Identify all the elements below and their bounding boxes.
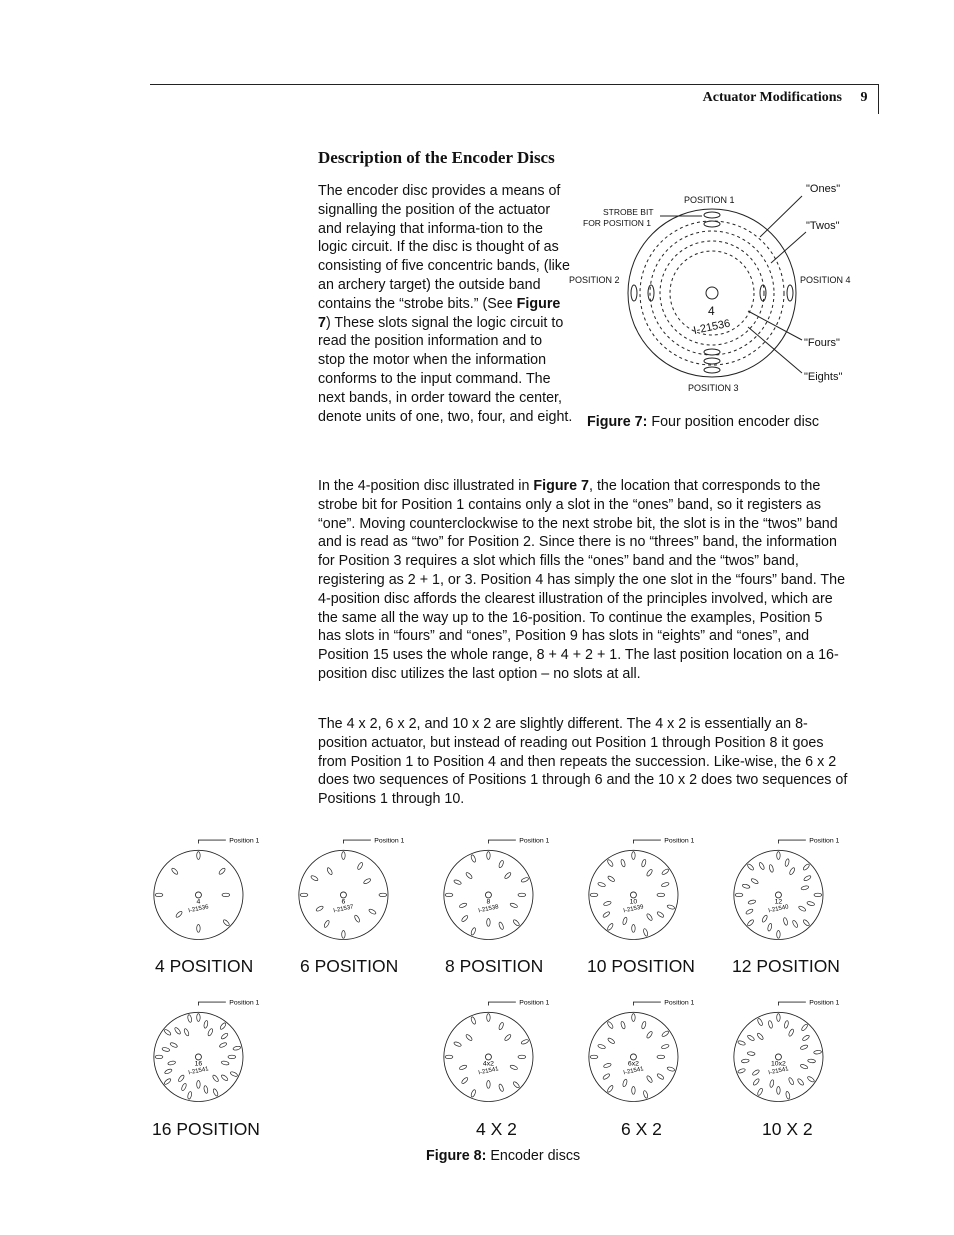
slot — [787, 285, 793, 301]
paragraph-2 — [318, 477, 848, 684]
slot — [197, 1014, 200, 1022]
slot — [777, 1014, 780, 1022]
disc-label: 4 POSITION — [155, 956, 254, 976]
position-1-label: Position 1 — [664, 837, 695, 845]
slot — [171, 867, 179, 875]
slot — [661, 1030, 669, 1037]
figure-7-caption-label: Figure 7: — [587, 414, 648, 430]
center-hole — [706, 287, 718, 299]
center-hole — [485, 1054, 491, 1060]
position-1-leader — [633, 840, 660, 843]
slot — [757, 1088, 764, 1096]
slot — [750, 878, 758, 885]
figure-7-caption — [587, 414, 819, 430]
slot — [487, 1014, 490, 1022]
slot — [777, 852, 780, 860]
slot — [521, 1039, 529, 1045]
center-hole — [195, 892, 201, 898]
slot — [661, 1044, 669, 1050]
slot — [470, 1089, 476, 1097]
position-1-label: Position 1 — [519, 837, 550, 845]
position-1-label: Position 1 — [664, 999, 695, 1007]
intro-text-2: ) These slots signal the logic circuit to read the position information and to stop the motor when the information conforms to the input command. The next bands, in order toward the center, denote units of one, two, four, and eight. — [318, 314, 573, 425]
slot — [735, 893, 743, 896]
slot — [641, 1021, 647, 1029]
slot — [498, 922, 504, 930]
encoder-disc-3 — [588, 826, 708, 951]
position-1-leader — [343, 840, 370, 843]
encoder-disc-2 — [443, 826, 563, 951]
slot — [667, 1066, 675, 1072]
slot — [221, 1060, 229, 1065]
label-strobe-1: STROBE BIT — [603, 207, 654, 217]
slot — [175, 910, 183, 918]
slot — [212, 1074, 219, 1082]
slot — [769, 864, 774, 872]
slot — [163, 1029, 171, 1036]
slot — [228, 1055, 236, 1058]
slot — [597, 1044, 605, 1050]
slot — [498, 1084, 504, 1092]
disc-label: 10 POSITION — [587, 956, 695, 976]
header-title: Actuator Modifications — [702, 90, 842, 105]
center-hole — [630, 1054, 636, 1060]
slot — [602, 911, 610, 918]
slot — [459, 1064, 467, 1070]
slot — [784, 858, 789, 866]
slot — [342, 852, 345, 860]
slot — [807, 1076, 815, 1083]
position-1-label: Position 1 — [229, 999, 260, 1007]
slot — [174, 1027, 181, 1035]
slot — [737, 1068, 745, 1074]
slot — [788, 1028, 795, 1036]
disc-outline — [299, 850, 388, 939]
disc-number: 4 — [196, 898, 201, 906]
slot — [203, 1085, 208, 1093]
slot — [465, 872, 473, 880]
slot — [752, 1069, 760, 1076]
slot — [342, 931, 345, 939]
disc-number: 10 — [629, 898, 638, 906]
slot — [802, 863, 810, 871]
position-1-leader — [488, 840, 515, 843]
slot — [620, 859, 626, 867]
slot — [498, 1022, 504, 1030]
slot — [756, 1032, 764, 1040]
slot — [590, 1055, 598, 1058]
label-ones: "Ones" — [806, 183, 841, 195]
slot — [657, 1055, 665, 1058]
slot — [465, 1034, 473, 1042]
slot — [487, 1081, 490, 1089]
slot — [777, 1087, 780, 1095]
slot — [207, 1028, 213, 1036]
center-hole — [630, 892, 636, 898]
disc-label: 6 POSITION — [300, 956, 399, 976]
encoder-disc-5 — [153, 988, 273, 1113]
slot — [643, 928, 649, 936]
slot — [603, 1063, 611, 1069]
slot — [155, 893, 163, 896]
slot — [310, 875, 318, 882]
slot — [646, 913, 653, 921]
slot — [622, 1079, 628, 1087]
slot — [219, 1042, 227, 1048]
section-heading: Description of the Encoder Discs — [318, 148, 555, 167]
slot — [518, 893, 526, 896]
slot — [590, 893, 598, 896]
disc-number: 16 — [194, 1060, 203, 1068]
slot — [784, 1020, 789, 1028]
slot — [326, 867, 333, 875]
slot — [747, 919, 755, 927]
slot — [459, 902, 467, 908]
disc-label: 12 POSITION — [732, 956, 840, 976]
disc-number: 6x2 — [627, 1060, 639, 1068]
slot — [752, 1078, 760, 1086]
slot — [667, 904, 675, 910]
slot — [607, 875, 615, 882]
slot — [168, 1060, 176, 1065]
position-1-leader — [488, 1002, 515, 1005]
paragraph-3: The 4 x 2, 6 x 2, and 10 x 2 are slightly different. The 4 x 2 is essentially an 8-position actuator, but instead of reading out Position 1 through Position 8 it goes from Position 1 to Position 4 and then repeats the succession. Like-wise, the 6 x 2 does two sequences of Positions 1 through 6 and the 10 x 2 does two sequences of Positions 1 through 10. — [318, 716, 848, 808]
disc-number: 12 — [774, 898, 783, 906]
slot — [453, 1041, 461, 1047]
slot — [155, 1055, 163, 1058]
slot — [470, 1016, 476, 1024]
slot — [220, 1074, 228, 1081]
figure-7-caption-text: Four position encoder disc — [651, 414, 820, 430]
slot — [487, 919, 490, 927]
disc-number: 10x2 — [771, 1060, 786, 1068]
slot — [792, 920, 799, 928]
slot — [632, 1087, 635, 1095]
position-1-label: Position 1 — [519, 999, 550, 1007]
band-twos — [650, 231, 774, 355]
figure-8-caption — [426, 1148, 580, 1164]
slot — [315, 905, 323, 912]
slot — [656, 911, 664, 918]
slot — [368, 908, 376, 915]
slot — [741, 1059, 749, 1063]
label-eights: "Eights" — [804, 371, 843, 383]
fours-leader — [748, 311, 802, 340]
slot — [607, 1021, 614, 1029]
disc-outline — [734, 850, 823, 939]
slot — [233, 1046, 241, 1051]
slot — [656, 1073, 664, 1080]
disc-part-number: I-21541 — [187, 1066, 210, 1077]
slot — [222, 919, 230, 927]
slot — [704, 367, 720, 373]
slot — [802, 919, 810, 927]
figure-7-diagram — [566, 180, 866, 400]
disc-number: 4 — [708, 304, 715, 318]
ones-leader — [760, 196, 802, 237]
slot — [704, 212, 720, 218]
slot — [622, 917, 628, 925]
center-hole — [195, 1054, 201, 1060]
slot — [747, 1051, 755, 1055]
label-position-1: POSITION 1 — [684, 195, 735, 205]
slot — [357, 862, 364, 870]
slot — [745, 908, 753, 915]
disc-number: 8 — [486, 898, 491, 906]
encoder-disc-1 — [298, 826, 418, 951]
slot — [445, 893, 453, 896]
slot — [704, 358, 720, 364]
slot — [643, 1090, 649, 1098]
slot — [230, 1071, 238, 1077]
center-hole — [775, 892, 781, 898]
slot — [323, 920, 330, 928]
slot — [607, 923, 614, 931]
position-1-leader — [198, 840, 225, 843]
slot — [379, 893, 387, 896]
slot — [661, 882, 669, 888]
slot — [470, 854, 476, 862]
para2-text-2: , the location that corresponds to the strobe bit for Position 1 contains only a slot in the “ones” band, so it registers as “one”. Moving counterclockwise to the next strobe bit, the slot is in the “twos” band and is read as “two” for Position 2. Since there is no “threes” band, the information for Position 3 requires a slot which fills the “ones” band and the “twos” band, registering as 2 + 1, or 3. Position 4 has simply the one slot in the “fours” band. The 4-position disc affords the clearest illustration of the principles involved, which are the same all the way up to the 16-position. To continue the examples, Position 5 has slots in “fours” and “ones”, Position 9 has slots in “eights” and “ones”, and Position 15 uses the whole range, 8 + 4 + 2 + 1. The last position location on a 16-position disc utilizes the last option – no slots at all. — [318, 478, 846, 682]
slot — [162, 1047, 170, 1052]
slot — [354, 914, 361, 922]
figure-7-reference-2: Figure 7 — [533, 478, 589, 494]
slot — [487, 852, 490, 860]
slot — [646, 869, 653, 877]
disc-outline — [734, 1012, 823, 1101]
encoder-disc-0 — [153, 826, 273, 951]
slot — [783, 917, 788, 925]
slot — [181, 1083, 187, 1091]
slot — [737, 1040, 745, 1046]
band-ones — [640, 221, 784, 365]
slot — [761, 914, 768, 922]
slot — [757, 1018, 764, 1026]
slot — [758, 862, 765, 870]
label-position-4: POSITION 4 — [800, 275, 851, 285]
slot — [363, 878, 371, 885]
slot — [512, 919, 520, 927]
center-hole — [775, 1054, 781, 1060]
slot — [170, 1042, 178, 1048]
position-1-leader — [198, 1002, 225, 1005]
position-1-label: Position 1 — [229, 837, 260, 845]
slot — [197, 925, 200, 933]
slot — [445, 1055, 453, 1058]
slot — [807, 901, 815, 906]
slot — [197, 1081, 200, 1089]
header-rule — [150, 84, 878, 85]
center-hole — [485, 892, 491, 898]
slot — [461, 1077, 469, 1085]
disc-label: 6 X 2 — [621, 1119, 662, 1139]
center-hole — [340, 892, 346, 898]
slot — [657, 893, 665, 896]
part-number: I-21536 — [692, 317, 732, 338]
intro-paragraph — [318, 182, 573, 426]
encoder-disc-7 — [588, 988, 708, 1113]
slot — [163, 1078, 171, 1085]
slot — [603, 901, 611, 907]
disc-label: 10 X 2 — [762, 1119, 813, 1139]
slot — [704, 349, 720, 355]
slot — [788, 1077, 795, 1085]
slot — [607, 1037, 615, 1044]
disc-label: 16 POSITION — [152, 1119, 260, 1139]
slot — [510, 1064, 518, 1070]
disc-part-number: I-21539 — [622, 904, 645, 915]
label-position-3: POSITION 3 — [688, 383, 739, 393]
slot — [801, 1023, 809, 1031]
slot — [632, 1014, 635, 1022]
slot — [183, 1028, 189, 1036]
slot — [785, 1091, 790, 1099]
eights-leader — [748, 327, 802, 373]
label-position-2: POSITION 2 — [569, 275, 620, 285]
slot — [607, 1085, 614, 1093]
slot — [800, 1064, 808, 1070]
slot — [646, 1075, 653, 1083]
disc-part-number: I-21536 — [187, 904, 210, 915]
slot — [212, 1088, 218, 1096]
slot — [300, 893, 308, 896]
slot — [607, 859, 614, 867]
slot — [632, 852, 635, 860]
label-fours: "Fours" — [804, 337, 840, 349]
slot — [178, 1074, 185, 1082]
slot — [641, 859, 647, 867]
disc-part-number: I-21537 — [332, 904, 355, 915]
slot — [632, 925, 635, 933]
page-number: 9 — [860, 90, 868, 105]
disc-label: 8 POSITION — [445, 956, 544, 976]
slot — [704, 221, 720, 227]
disc-part-number: I-21541 — [477, 1066, 500, 1077]
header-divider — [878, 84, 879, 114]
slot — [742, 884, 750, 889]
slot — [222, 893, 230, 896]
slot — [814, 1050, 822, 1054]
slot — [760, 285, 766, 301]
disc-part-number: I-21538 — [477, 904, 500, 915]
slot — [748, 899, 756, 904]
figure-8-caption-text: Encoder discs — [490, 1148, 581, 1164]
slot — [808, 1059, 816, 1063]
slot — [219, 1022, 226, 1030]
slot — [453, 879, 461, 885]
position-1-label: Position 1 — [374, 837, 405, 845]
disc-label: 4 X 2 — [476, 1119, 517, 1139]
slot — [646, 1031, 653, 1039]
label-twos: "Twos" — [806, 220, 840, 232]
slot — [777, 931, 780, 939]
disc-part-number: I-21541 — [767, 1066, 790, 1077]
slot — [521, 877, 529, 883]
position-1-leader — [778, 1002, 805, 1005]
disc-part-number: I-21540 — [767, 904, 790, 915]
slot — [470, 927, 476, 935]
slot — [220, 1032, 228, 1039]
slot — [620, 1021, 626, 1029]
slot — [797, 1078, 805, 1086]
slot — [814, 893, 822, 896]
slot — [631, 285, 637, 301]
slot — [203, 1020, 208, 1028]
disc-part-number: I-21541 — [622, 1066, 645, 1077]
slot — [768, 1020, 773, 1028]
para2-text-1: In the 4-position disc illustrated in — [318, 478, 534, 494]
slot — [504, 872, 512, 880]
slot — [187, 1091, 192, 1099]
encoder-disc-8 — [733, 988, 853, 1113]
slot — [197, 852, 200, 860]
figure-8-caption-label: Figure 8: — [426, 1148, 487, 1164]
slot — [661, 868, 669, 875]
slot — [767, 923, 772, 931]
slot — [461, 915, 469, 923]
intro-text-1: The encoder disc provides a means of signalling the position of the actuator and relaying that informa-tion to the logic circuit. If the disc is thought of as consisting of five concentric bands, (like an archery target) the outside band contains the “strobe bits.” (See — [318, 183, 570, 312]
slot — [602, 1073, 610, 1080]
figure-7-reference: Figure 7 — [318, 295, 561, 331]
slot — [789, 867, 796, 875]
position-1-leader — [633, 1002, 660, 1005]
disc-number: 4x2 — [482, 1060, 494, 1068]
disc-number: 6 — [341, 898, 346, 906]
slot — [747, 863, 755, 871]
position-1-leader — [778, 840, 805, 843]
slot — [518, 1055, 526, 1058]
slot — [798, 905, 806, 912]
slot — [498, 860, 504, 868]
encoder-disc-6 — [443, 988, 563, 1113]
label-strobe-2: FOR POSITION 1 — [583, 218, 652, 228]
encoder-disc-4 — [733, 826, 853, 951]
slot — [218, 867, 226, 875]
slot — [164, 1068, 172, 1074]
disc-outline — [628, 209, 796, 377]
slot — [504, 1034, 512, 1042]
slot — [512, 1081, 520, 1089]
slot — [597, 882, 605, 888]
slot — [800, 1044, 808, 1050]
position-1-label: Position 1 — [809, 837, 840, 845]
slot — [801, 885, 809, 890]
slot — [803, 875, 811, 882]
slot — [747, 1034, 755, 1041]
position-1-label: Position 1 — [809, 999, 840, 1007]
slot — [648, 285, 654, 301]
slot — [769, 1079, 774, 1087]
slot — [802, 1034, 810, 1041]
slot — [187, 1014, 192, 1022]
slot — [510, 902, 518, 908]
